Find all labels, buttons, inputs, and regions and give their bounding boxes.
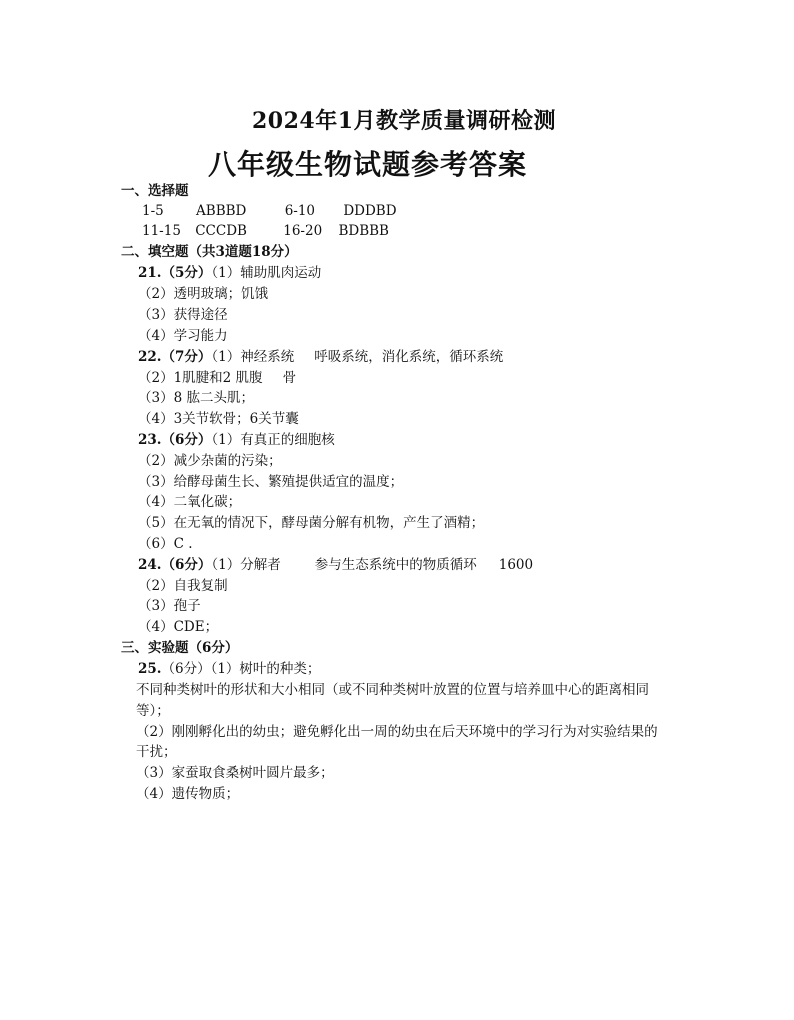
choice-answers: ABBBD	[196, 203, 247, 219]
q24-answer-4: （4）CDE；	[138, 619, 219, 635]
section3-heading: 三、实验题（6分）	[121, 640, 239, 656]
q23-number: 23.（6分）	[138, 432, 212, 448]
q21-number: 21.（5分）	[138, 265, 212, 281]
q25-answer-2-line-2: 干扰；	[136, 744, 177, 760]
q24-answer-2: （2）自我复制	[138, 578, 228, 594]
q23-answer-4: （4）二氧化碳；	[138, 494, 242, 510]
q24-answer-1: （1）分解者	[211, 557, 281, 573]
choice-range: 11-15	[142, 223, 181, 239]
q24-line-1	[138, 557, 533, 573]
q21-answer-2: （2）透明玻璃；饥饿	[138, 286, 269, 302]
q22-answer-4: （4）3关节软骨；6关节囊	[138, 411, 299, 427]
q21-answer-4: （4）学习能力	[138, 328, 228, 344]
q25-answer-1-line-3: 等）；	[136, 703, 170, 719]
choice-row-1	[142, 203, 397, 219]
q21-line-1	[138, 265, 321, 281]
q22-answer-1: （1）神经系统	[211, 349, 295, 365]
q22-answer-1b: 呼吸系统，消化系统，循环系统	[314, 349, 504, 365]
q23-answer-3: （3）给酵母菌生长、繁殖提供适宜的温度；	[138, 474, 404, 490]
q25-answer-4: （4）遗传物质；	[136, 786, 240, 802]
q25-line-1	[138, 661, 320, 677]
q25-number: 25.	[138, 661, 162, 677]
choice-answers: BDBBB	[338, 223, 389, 239]
q21-answer-3: （3）获得途径	[138, 307, 228, 323]
title-line-1: 2024年1月教学质量调研检测	[252, 108, 557, 134]
q22-answer-2b: 骨	[282, 370, 297, 386]
q22-answer-2: （2）1肌腱和2 肌腹	[138, 370, 263, 386]
q22-number: 22.（7分）	[138, 349, 212, 365]
q23-line-1	[138, 432, 335, 448]
choice-answers: CCCDB	[195, 223, 247, 239]
q22-answer-3: （3）8 肱二头肌；	[138, 390, 254, 406]
section2-heading: 二、填空题（共3道题18分）	[121, 244, 298, 260]
q25-answer-2: （2）刚刚孵化出的幼虫；避免孵化出一周的幼虫在后天环境中的学习行为对实验结果的	[136, 724, 658, 740]
q24-number: 24.（6分）	[138, 557, 212, 573]
q23-answer-2: （2）减少杂菌的污染；	[138, 453, 282, 469]
q21-answer-1: （1）辅助肌肉运动	[211, 265, 322, 281]
q25-answer-1-line-2: 不同种类树叶的形状和大小相同（或不同种类树叶放置的位置与培养皿中心的距离相同	[136, 682, 649, 698]
choice-range: 6-10	[284, 203, 316, 219]
q23-answer-1: （1）有真正的细胞核	[211, 432, 335, 448]
choice-row-2	[142, 223, 389, 239]
q23-answer-6: （6）C .	[138, 536, 193, 552]
q23-answer-5: （5）在无氧的情况下，酵母菌分解有机物，产生了酒精；	[138, 515, 485, 531]
q24-answer-3: （3）孢子	[138, 598, 201, 614]
q24-answer-1b: 参与生态系统中的物质循环	[314, 557, 477, 573]
choice-range: 16-20	[283, 223, 323, 239]
title-line-2: 八年级生物试题参考答案	[208, 148, 528, 181]
section1-heading: 一、选择题	[121, 183, 189, 199]
q22-line-1	[138, 349, 503, 365]
q24-answer-1c: 1600	[498, 557, 534, 573]
choice-range: 1-5	[142, 203, 164, 219]
q25-answer-1: （6分）（1）树叶的种类；	[161, 661, 321, 677]
q22-line-2	[138, 370, 296, 386]
q25-answer-3: （3）家蚕取食桑树叶圆片最多；	[136, 765, 334, 781]
choice-answers: DDDBD	[343, 203, 397, 219]
